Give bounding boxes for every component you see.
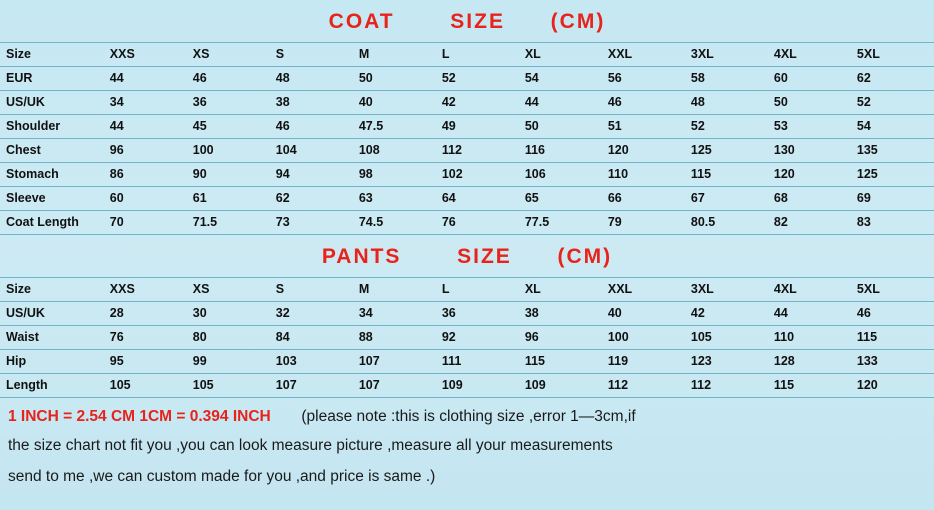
coat-cell: 50 xyxy=(353,67,436,91)
pants-cell: 109 xyxy=(436,374,519,398)
coat-row-label: Sleeve xyxy=(0,187,104,211)
coat-cell: 56 xyxy=(602,67,685,91)
notes-block xyxy=(0,398,934,492)
pants-cell: 105 xyxy=(187,374,270,398)
pants-cell: 111 xyxy=(436,350,519,374)
pants-cell: 128 xyxy=(768,350,851,374)
table-row xyxy=(0,302,934,326)
pants-header-cell: 3XL xyxy=(685,278,768,302)
pants-cell: 88 xyxy=(353,326,436,350)
pants-cell: 100 xyxy=(602,326,685,350)
pants-row-label: US/UK xyxy=(0,302,104,326)
pants-row-label: Waist xyxy=(0,326,104,350)
coat-cell: 60 xyxy=(104,187,187,211)
coat-size-table xyxy=(0,42,934,235)
unit-conversion-text: 1 INCH = 2.54 CM 1CM = 0.394 INCH xyxy=(8,408,271,425)
coat-cell: 52 xyxy=(851,91,934,115)
pants-cell: 105 xyxy=(104,374,187,398)
coat-cell: 94 xyxy=(270,163,353,187)
coat-title-size: SIZE xyxy=(450,10,505,33)
coat-row-label: Coat Length xyxy=(0,211,104,235)
coat-title-unit: (CM) xyxy=(550,10,606,33)
coat-cell: 90 xyxy=(187,163,270,187)
pants-cell: 119 xyxy=(602,350,685,374)
pants-cell: 30 xyxy=(187,302,270,326)
pants-row-label: Hip xyxy=(0,350,104,374)
coat-cell: 100 xyxy=(187,139,270,163)
pants-cell: 46 xyxy=(851,302,934,326)
coat-cell: 45 xyxy=(187,115,270,139)
coat-cell: 66 xyxy=(602,187,685,211)
pants-cell: 105 xyxy=(685,326,768,350)
pants-cell: 110 xyxy=(768,326,851,350)
table-row xyxy=(0,91,934,115)
coat-cell: 48 xyxy=(685,91,768,115)
coat-cell: 96 xyxy=(104,139,187,163)
coat-cell: 68 xyxy=(768,187,851,211)
coat-cell: 71.5 xyxy=(187,211,270,235)
coat-cell: 46 xyxy=(270,115,353,139)
coat-cell: 67 xyxy=(685,187,768,211)
note-line-1-rest: (please note :this is clothing size ,error 1—3cm,if xyxy=(301,408,636,425)
coat-header-cell: 4XL xyxy=(768,43,851,67)
coat-header-cell: M xyxy=(353,43,436,67)
pants-cell: 120 xyxy=(851,374,934,398)
pants-header-cell: XS xyxy=(187,278,270,302)
coat-header-cell: S xyxy=(270,43,353,67)
pants-header-cell: Size xyxy=(0,278,104,302)
note-line-3: send to me ,we can custom made for you ,and price is same .) xyxy=(8,468,436,485)
coat-header-cell: 5XL xyxy=(851,43,934,67)
note-line-2: the size chart not fit you ,you can look measure picture ,measure all your measurements xyxy=(8,437,613,454)
pants-cell: 112 xyxy=(602,374,685,398)
pants-table-title xyxy=(0,235,934,277)
pants-cell: 38 xyxy=(519,302,602,326)
coat-cell: 98 xyxy=(353,163,436,187)
pants-cell: 92 xyxy=(436,326,519,350)
pants-cell: 103 xyxy=(270,350,353,374)
coat-cell: 125 xyxy=(851,163,934,187)
coat-header-cell: Size xyxy=(0,43,104,67)
coat-cell: 135 xyxy=(851,139,934,163)
coat-cell: 115 xyxy=(685,163,768,187)
pants-header-cell: M xyxy=(353,278,436,302)
pants-size-table xyxy=(0,277,934,398)
pants-header-cell: L xyxy=(436,278,519,302)
pants-cell: 42 xyxy=(685,302,768,326)
coat-cell: 130 xyxy=(768,139,851,163)
coat-cell: 120 xyxy=(768,163,851,187)
coat-cell: 44 xyxy=(104,115,187,139)
pants-cell: 107 xyxy=(353,374,436,398)
coat-cell: 52 xyxy=(436,67,519,91)
coat-cell: 65 xyxy=(519,187,602,211)
coat-row-label: Shoulder xyxy=(0,115,104,139)
pants-header-cell: S xyxy=(270,278,353,302)
coat-cell: 64 xyxy=(436,187,519,211)
pants-cell: 112 xyxy=(685,374,768,398)
coat-cell: 36 xyxy=(187,91,270,115)
note-line-1 xyxy=(8,404,926,430)
pants-cell: 28 xyxy=(104,302,187,326)
pants-cell: 96 xyxy=(519,326,602,350)
coat-cell: 73 xyxy=(270,211,353,235)
coat-cell: 77.5 xyxy=(519,211,602,235)
coat-cell: 61 xyxy=(187,187,270,211)
coat-cell: 44 xyxy=(519,91,602,115)
coat-header-row xyxy=(0,43,934,67)
coat-header-cell: XXS xyxy=(104,43,187,67)
coat-cell: 80.5 xyxy=(685,211,768,235)
coat-cell: 108 xyxy=(353,139,436,163)
coat-cell: 51 xyxy=(602,115,685,139)
pants-cell: 115 xyxy=(851,326,934,350)
coat-cell: 50 xyxy=(768,91,851,115)
coat-cell: 110 xyxy=(602,163,685,187)
table-row xyxy=(0,211,934,235)
coat-cell: 79 xyxy=(602,211,685,235)
coat-row-label: Chest xyxy=(0,139,104,163)
pants-cell: 84 xyxy=(270,326,353,350)
coat-cell: 70 xyxy=(104,211,187,235)
coat-cell: 102 xyxy=(436,163,519,187)
coat-cell: 112 xyxy=(436,139,519,163)
coat-cell: 52 xyxy=(685,115,768,139)
coat-cell: 44 xyxy=(104,67,187,91)
coat-cell: 49 xyxy=(436,115,519,139)
coat-cell: 60 xyxy=(768,67,851,91)
pants-row-label: Length xyxy=(0,374,104,398)
pants-header-cell: XXS xyxy=(104,278,187,302)
coat-header-cell: XL xyxy=(519,43,602,67)
coat-cell: 82 xyxy=(768,211,851,235)
pants-cell: 115 xyxy=(768,374,851,398)
coat-header-cell: 3XL xyxy=(685,43,768,67)
pants-cell: 44 xyxy=(768,302,851,326)
coat-header-cell: L xyxy=(436,43,519,67)
coat-cell: 83 xyxy=(851,211,934,235)
coat-cell: 47.5 xyxy=(353,115,436,139)
pants-cell: 36 xyxy=(436,302,519,326)
pants-title-main: PANTS xyxy=(321,245,402,268)
pants-header-cell: XXL xyxy=(602,278,685,302)
table-row xyxy=(0,350,934,374)
pants-cell: 133 xyxy=(851,350,934,374)
pants-cell: 123 xyxy=(685,350,768,374)
coat-cell: 104 xyxy=(270,139,353,163)
table-row xyxy=(0,139,934,163)
coat-cell: 106 xyxy=(519,163,602,187)
coat-cell: 69 xyxy=(851,187,934,211)
coat-cell: 62 xyxy=(851,67,934,91)
pants-cell: 107 xyxy=(353,350,436,374)
pants-cell: 95 xyxy=(104,350,187,374)
pants-header-cell: 5XL xyxy=(851,278,934,302)
coat-cell: 54 xyxy=(519,67,602,91)
coat-cell: 50 xyxy=(519,115,602,139)
table-row xyxy=(0,374,934,398)
pants-header-row xyxy=(0,278,934,302)
coat-cell: 46 xyxy=(187,67,270,91)
table-row xyxy=(0,67,934,91)
coat-row-label: US/UK xyxy=(0,91,104,115)
coat-table-title xyxy=(0,0,934,42)
coat-cell: 38 xyxy=(270,91,353,115)
pants-cell: 40 xyxy=(602,302,685,326)
pants-cell: 107 xyxy=(270,374,353,398)
coat-row-label: EUR xyxy=(0,67,104,91)
coat-header-cell: XS xyxy=(187,43,270,67)
coat-cell: 54 xyxy=(851,115,934,139)
table-row xyxy=(0,187,934,211)
coat-title-main: COAT xyxy=(328,10,395,33)
coat-row-label: Stomach xyxy=(0,163,104,187)
coat-cell: 74.5 xyxy=(353,211,436,235)
coat-header-cell: XXL xyxy=(602,43,685,67)
coat-cell: 120 xyxy=(602,139,685,163)
pants-cell: 115 xyxy=(519,350,602,374)
pants-cell: 32 xyxy=(270,302,353,326)
pants-header-cell: XL xyxy=(519,278,602,302)
pants-header-cell: 4XL xyxy=(768,278,851,302)
coat-cell: 40 xyxy=(353,91,436,115)
pants-cell: 109 xyxy=(519,374,602,398)
coat-cell: 42 xyxy=(436,91,519,115)
coat-cell: 48 xyxy=(270,67,353,91)
coat-cell: 76 xyxy=(436,211,519,235)
pants-cell: 80 xyxy=(187,326,270,350)
coat-cell: 125 xyxy=(685,139,768,163)
pants-title-size: SIZE xyxy=(457,245,512,268)
pants-title-unit: (CM) xyxy=(557,245,613,268)
pants-cell: 34 xyxy=(353,302,436,326)
coat-cell: 63 xyxy=(353,187,436,211)
coat-cell: 53 xyxy=(768,115,851,139)
coat-cell: 86 xyxy=(104,163,187,187)
table-row xyxy=(0,115,934,139)
table-row xyxy=(0,326,934,350)
coat-cell: 116 xyxy=(519,139,602,163)
coat-cell: 62 xyxy=(270,187,353,211)
pants-cell: 76 xyxy=(104,326,187,350)
coat-cell: 46 xyxy=(602,91,685,115)
pants-cell: 99 xyxy=(187,350,270,374)
table-row xyxy=(0,163,934,187)
coat-cell: 34 xyxy=(104,91,187,115)
coat-cell: 58 xyxy=(685,67,768,91)
